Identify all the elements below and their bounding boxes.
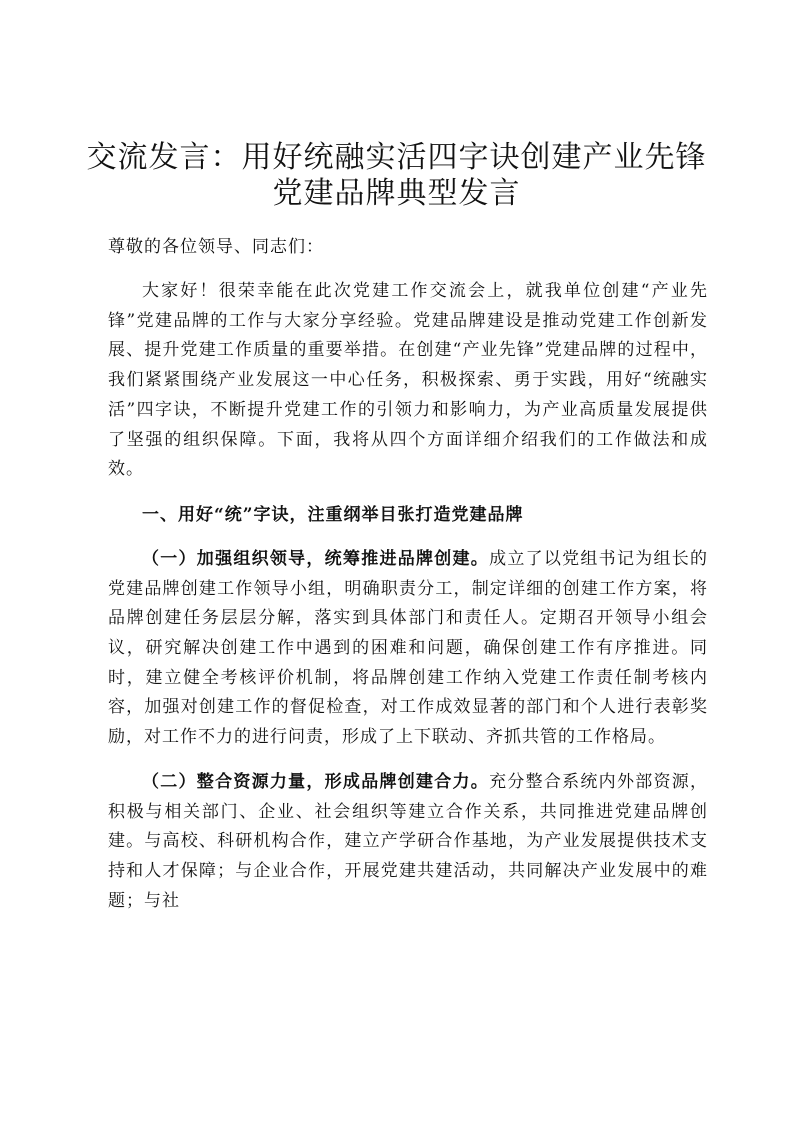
item-2-lead: （二）整合资源力量，形成品牌创建合力。 <box>142 771 490 792</box>
item-1-body: 成立了以党组书记为组长的党建品牌创建工作领导小组，明确职责分工，制定详细的创建工作方案，将品牌创建任务层层分解，落实到具体部门和责任人。定期召开领导小组会议，研究解决创建工作中遇到的困难和问题，确保创建工作有序推进。同时，建立健全考核评价机制，将品牌创建工作纳入党建工作责任制考核内容，加强对创建工作的督促检查，对工作成效显著的部门和个人进行表彰奖励，对工作不力的进行问责，形成了上下联动、齐抓共管的工作格局。 <box>108 548 709 748</box>
item-1-paragraph <box>108 545 708 753</box>
document-body <box>108 232 708 931</box>
item-1-lead: （一）加强组织领导，统筹推进品牌创建。 <box>142 548 490 569</box>
document-title <box>60 140 733 212</box>
intro-paragraph: 大家好！很荣幸能在此次党建工作交流会上，就我单位创建“产业先锋”党建品牌的工作与大家分享经验。党建品牌建设是推动党建工作创新发展、提升党建工作质量的重要举措。在创建“产业先锋”党建品牌的过程中，我们紧紧围绕产业发展这一中心任务，积极探索、勇于实践，用好“统融实活”四字诀，不断提升党建工作的引领力和影响力，为产业高质量发展提供了坚强的组织保障。下面，我将从四个方面详细介绍我们的工作做法和成效。 <box>108 281 708 480</box>
item-2-body: 充分整合系统内外部资源，积极与相关部门、企业、社会组织等建立合作关系，共同推进党建品牌创建。与高校、科研机构合作，建立产学研合作基地，为产业发展提供技术支持和人才保障；与企业合作，开展党建共建活动，共同解决产业发展中的难题；与社 <box>108 771 709 911</box>
item-2-paragraph <box>108 768 708 917</box>
section-heading-1: 一、用好“统”字诀，注重纲举目张打造党建品牌 <box>142 504 524 525</box>
title-line-2: 党建品牌典型发言 <box>272 176 521 211</box>
salutation: 尊敬的各位领导、同志们： <box>108 237 324 257</box>
title-line-1: 交流发言：用好统融实活四字诀创建产业先锋 <box>86 140 707 175</box>
